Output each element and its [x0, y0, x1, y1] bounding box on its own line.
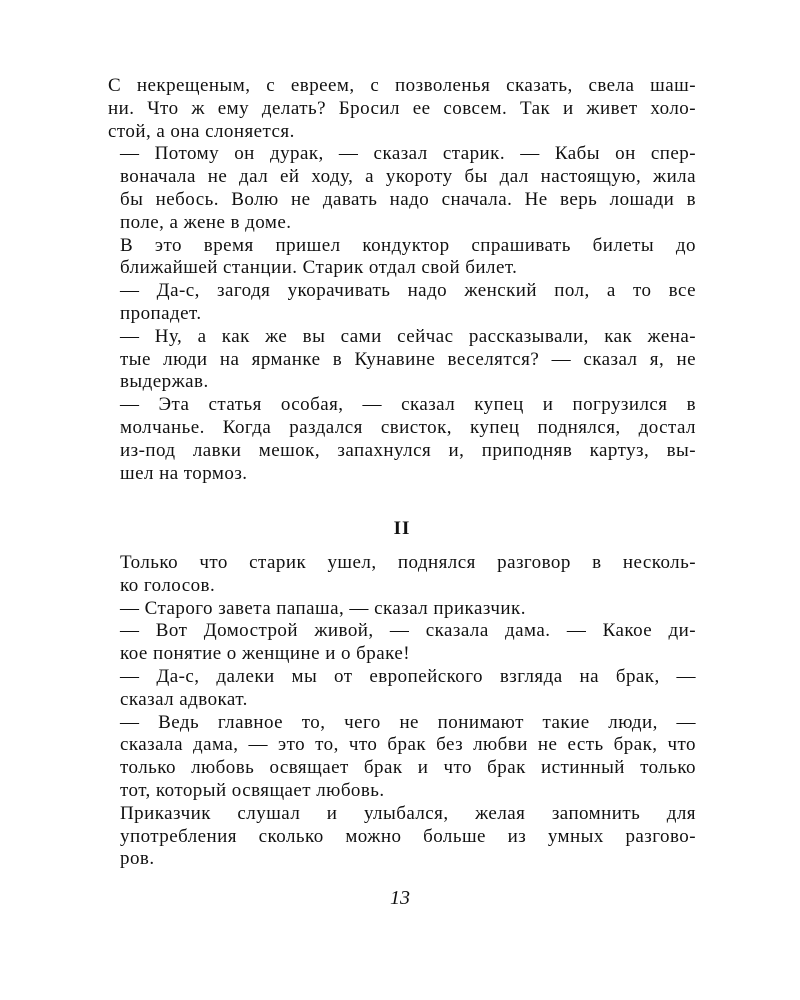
- text-line: воначала не дал ей ходу, а укороту бы дал настоящую, жила: [120, 166, 696, 188]
- text-line: ко голосов.: [120, 574, 216, 596]
- paragraph: [108, 394, 696, 485]
- paragraph: [108, 326, 696, 394]
- text-line: ров.: [120, 848, 155, 870]
- text-line: только любовь освящает брак и что брак истинный только: [120, 757, 696, 779]
- text-line: стой, а она слоняется.: [108, 120, 295, 142]
- text-block-upper: [108, 75, 696, 485]
- text-line: Приказчик слушал и улыбался, желая запомнить для: [120, 802, 696, 824]
- chapter-heading: II: [393, 518, 411, 539]
- text-line: сказала дама, — это то, что брак без любви не есть брак, что: [120, 734, 696, 756]
- paragraph: [108, 803, 696, 871]
- paragraph: [108, 552, 696, 598]
- text-line: — Ведь главное то, чего не понимают такие люди, —: [120, 711, 696, 733]
- text-line: поле, а жене в доме.: [120, 211, 292, 233]
- text-line: — Эта статья особая, — сказал купец и погрузился в: [120, 394, 696, 416]
- paragraph: [108, 712, 696, 803]
- text-line: — Ну, а как же вы сами сейчас рассказывали, как жена-: [120, 325, 696, 347]
- text-line: С некрещеным, с евреем, с позволенья сказать, свела шаш-: [108, 75, 696, 96]
- page-number: 13: [390, 887, 410, 909]
- text-line: употребления сколько можно больше из умных разгово-: [120, 825, 696, 847]
- paragraph: [108, 280, 696, 326]
- text-line: — Да-с, загодя укорачивать надо женский пол, а то все: [120, 280, 696, 302]
- text-line: сказал адвокат.: [120, 688, 248, 710]
- text-line: Только что старик ушел, поднялся разговор в несколь-: [120, 552, 696, 573]
- text-line: тот, который освящает любовь.: [120, 779, 385, 801]
- text-line: В это время пришел кондуктор спрашивать билеты до: [120, 234, 696, 256]
- text-line: молчанье. Когда раздался свисток, купец поднялся, достал: [120, 416, 696, 438]
- text-line: ни. Что ж ему делать? Бросил ее совсем. Так и живет холо-: [108, 97, 696, 119]
- text-line: тые люди на ярманке в Кунавине веселятся? — сказал я, не: [120, 348, 696, 370]
- text-line: ближайшей станции. Старик отдал свой билет.: [120, 257, 518, 279]
- text-line: бы небось. Волю не давать надо сначала. Не верь лошади в: [120, 188, 696, 210]
- paragraph: [108, 235, 696, 281]
- paragraph: [108, 143, 696, 234]
- text-line: выдержав.: [120, 371, 209, 393]
- text-block-lower: [108, 552, 696, 871]
- paragraph: [108, 666, 696, 712]
- paragraph: [108, 598, 696, 621]
- text-line: — Потому он дурак, — сказал старик. — Кабы он спер-: [120, 143, 696, 165]
- paragraph: [108, 620, 696, 666]
- text-line: шел на тормоз.: [120, 462, 248, 484]
- paragraph: [108, 75, 696, 143]
- text-line: пропадет.: [120, 302, 202, 324]
- text-line: из-под лавки мешок, запахнулся и, приподняв картуз, вы-: [120, 439, 696, 461]
- text-line: — Старого завета папаша, — сказал приказчик.: [120, 597, 526, 619]
- text-line: — Да-с, далеки мы от европейского взгляда на брак, —: [120, 665, 696, 687]
- text-line: — Вот Домострой живой, — сказала дама. — Какое ди-: [120, 620, 696, 642]
- text-line: кое понятие о женщине и о браке!: [120, 643, 410, 665]
